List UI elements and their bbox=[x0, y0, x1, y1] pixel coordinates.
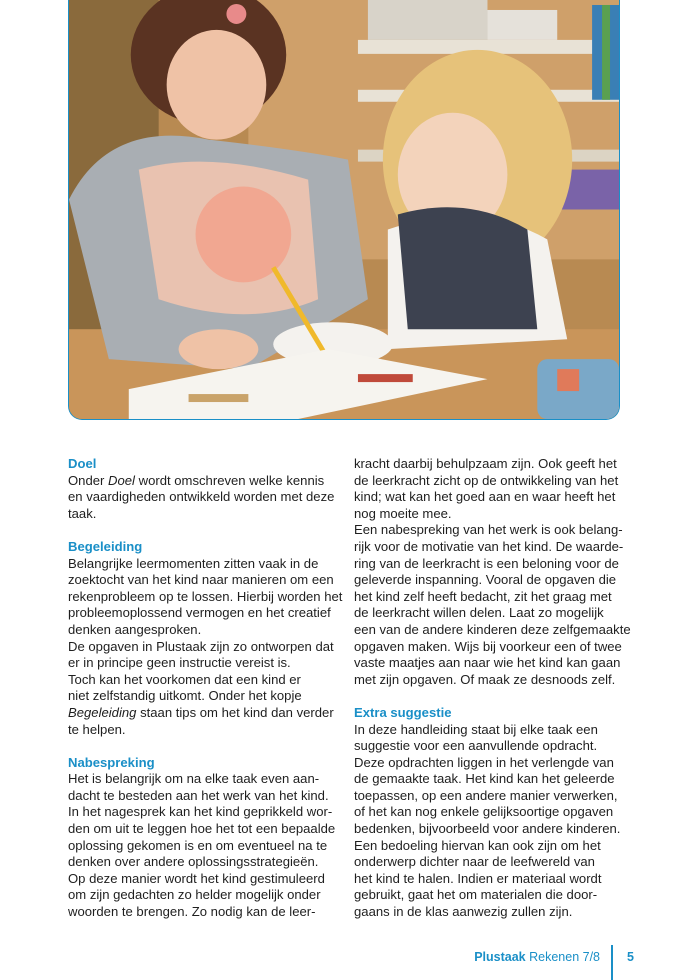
begeleiding-paragraph-3: Toch kan het voorkomen dat een kind er niet zelfstandig uitkomt. Onder het kopje Begeleiding staan tips om het kind dan verder te helpen. bbox=[68, 671, 334, 737]
extra-suggestie-text: In deze handleiding staat bij elke taak een suggestie voor een aanvullende opdracht. Deze opdrachten liggen in het verlengde van de gemaakte taak. Het kind kan het geleerde toepassen, op een andere manier verwerken, of het kan nog enkele gelijksoortige opgaven bedenken, bijvoorbeeld voor andere kinderen. Een bedoeling hiervan kan ook zijn om het onderwerp dichter naar de leefwereld van het kind te halen. Indien er materiaal wordt gebruikt, gaat het om materialen die door- gaans in de klas aanwezig zullen zijn. bbox=[354, 721, 621, 920]
heading-extra-suggestie: Extra suggestie bbox=[354, 704, 452, 720]
nabespreking-continuation: kracht daarbij behulpzaam zijn. Ook geeft het de leerkracht zicht op de ontwikkeling van het kind; wat kan het goed aan en waar heeft het nog moeite mee. bbox=[354, 456, 619, 521]
doel-text: Onder Doel wordt omschreven welke kennis en vaardigheden ontwikkeld worden met deze taak. bbox=[68, 472, 335, 521]
nabespreking-paragraph-1: Het is belangrijk om na elke taak even aan- dacht te besteden aan het werk van het kind. In het nagesprek kan het kind geprikkeld wor- den om uit te leggen hoe het tot een bepaalde oplossing gekomen is en om eventueel na te denken over andere oplossingsstrategieën. bbox=[68, 771, 336, 870]
page-number: 5 bbox=[627, 950, 634, 964]
page-footer bbox=[0, 947, 687, 980]
begeleiding-paragraph-1: Belangrijke leermomenten zitten vaak in de zoektocht van het kind naar manieren om een rekenprobleem op te lossen. Hierbij worden het probleemoplossend vermogen en het creatief denken aangesproken. bbox=[68, 555, 343, 637]
heading-doel: Doel bbox=[68, 456, 97, 471]
footer-title: Plustaak Rekenen 7/8 bbox=[474, 950, 600, 964]
photo-teacher-and-child-icon bbox=[69, 0, 619, 419]
cover-photo bbox=[68, 0, 620, 420]
heading-nabespreking: Nabespreking bbox=[68, 754, 155, 770]
begeleiding-paragraph-2: De opgaven in Plustaak zijn zo ontworpen dat er in principe geen instructie vereist is. bbox=[68, 638, 334, 671]
left-column bbox=[68, 456, 353, 921]
nabespreking-paragraph-2: Op deze manier wordt het kind gestimuleerd om zijn gedachten zo helder mogelijk onder woorden te brengen. Zo nodig kan de leer- bbox=[68, 870, 325, 920]
footer-divider bbox=[611, 945, 613, 980]
heading-begeleiding: Begeleiding bbox=[68, 538, 143, 554]
right-column bbox=[354, 456, 639, 921]
nabespreking-paragraph-3: Een nabespreking van het werk is ook belang- rijk voor de motivatie van het kind. De waarde- ring van de leerkracht is een beloning voor de geleverde inspanning. Vooral de opgaven die het kind zelf heeft bedacht, zit het graag met de leerkracht willen delen. Laat zo mogelijk een van de andere kinderen deze zelfgemaakte opgaven maken. Wijs bij voorkeur een of twee vaste maatjes aan naar wie het kind kan gaan met zijn opgaven. Of maak ze desnoods zelf. bbox=[354, 522, 631, 687]
